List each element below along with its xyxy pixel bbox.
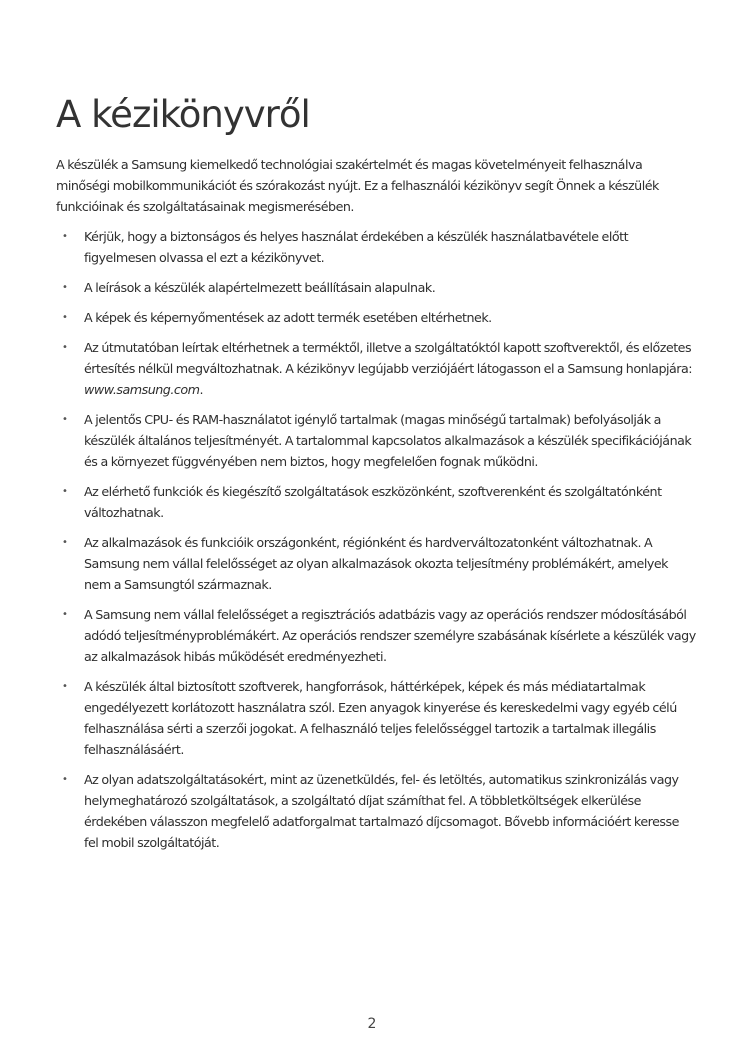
bullet-marker: • [62,537,68,548]
list-item-text-end: . [199,382,204,397]
list-item [62,676,696,760]
bullet-marker: • [62,312,68,323]
bullet-marker: • [62,342,68,353]
list-item-text: Az útmutatóban leírtak eltérhetnek a terméktől, illetve a szolgáltatóktól kapott szoftverektől, és előzetes értesítés nélkül megváltozhatnak. A kézikönyv legújabb verziójáért látogasson el a Samsung honlapjára: [84,340,693,376]
samsung-website-link[interactable]: www.samsung.com [84,382,200,397]
list-item [62,604,696,667]
list-item-text: A Samsung nem vállal felelősséget a regisztrációs adatbázis vagy az operációs rendszer módosításából adódó teljesítményproblémákért. Az operációs rendszer személyre szabásának kísérlete a készülék vagy az alkalmazások hibás működését eredményezheti. [84,607,696,664]
list-item [62,307,696,328]
list-item-text: Az alkalmazások és funkcióik országonként, régiónként és hardverváltozatonként változhatnak. A Samsung nem vállal felelősséget az olyan alkalmazások okozta teljesítmény problémákért, amelyek nem a Samsungtól származnak. [84,535,669,592]
bullet-marker: • [62,414,68,425]
bullet-marker: • [62,231,68,242]
list-item [62,532,696,595]
page-title: A kézikönyvről [56,93,310,136]
list-item-text: A jelentős CPU- és RAM-használatot igénylő tartalmak (magas minőségű tartalmak) befolyásolják a készülék általános teljesítményét. A tartalommal kapcsolatos alkalmazások a készülék specifikációjának és a környezet függvényében nem biztos, hogy megfelelően fognak működni. [84,412,692,469]
bullet-marker: • [62,774,68,785]
list-item-text: A készülék által biztosított szoftverek, hangforrások, háttérképek, képek és más médiatartalmak engedélyezett korlátozott használatra szól. Ezen anyagok kinyerése és kereskedelmi vagy egyéb célú felhasználása sérti a szerzői jogokat. A felhasználó teljes felelősséggel tartozik a tartalmak illegális felhasználásáért. [84,679,677,757]
intro-paragraph: A készülék a Samsung kiemelkedő technológiai szakértelmét és magas követelményeit felhasználva minőségi mobilkommunikációt és szórakozást nyújt. Ez a felhasználói kézikönyv segít Önnek a készülék funkcióinak és szolgáltatásainak megismerésében. [56,157,659,214]
list-item [62,337,696,400]
list-item [62,277,696,298]
bullet-marker: • [62,486,68,497]
bullet-marker: • [62,681,68,692]
list-item [62,226,696,268]
list-item-text: Az elérhető funkciók és kiegészítő szolgáltatások eszközönként, szoftverenként és szolgáltatónként változhatnak. [84,484,662,520]
bullet-marker: • [62,609,68,620]
list-item-text: Kérjük, hogy a biztonságos és helyes használat érdekében a készülék használatbavétele előtt figyelmesen olvassa el ezt a kézikönyvet. [84,229,629,265]
page-number: 2 [367,1016,377,1032]
list-item [62,481,696,523]
list-item-text: Az olyan adatszolgáltatásokért, mint az üzenetküldés, fel- és letöltés, automatikus szinkronizálás vagy helymeghatározó szolgáltatások, a szolgáltató díjat számíthat fel. A többletköltségek elkerülése érdekében válasszon megfelelő adatforgalmat tartalmazó díjcsomagot. Bővebb információért keresse fel mobil szolgáltatóját. [84,772,679,850]
list-item-text: A képek és képernyőmentések az adott termék esetében eltérhetnek. [84,310,492,325]
list-item [62,769,696,853]
list-item-text: A leírások a készülék alapértelmezett beállításain alapulnak. [84,280,436,295]
bullet-marker: • [62,282,68,293]
notice-list [62,226,696,862]
list-item [62,409,696,472]
